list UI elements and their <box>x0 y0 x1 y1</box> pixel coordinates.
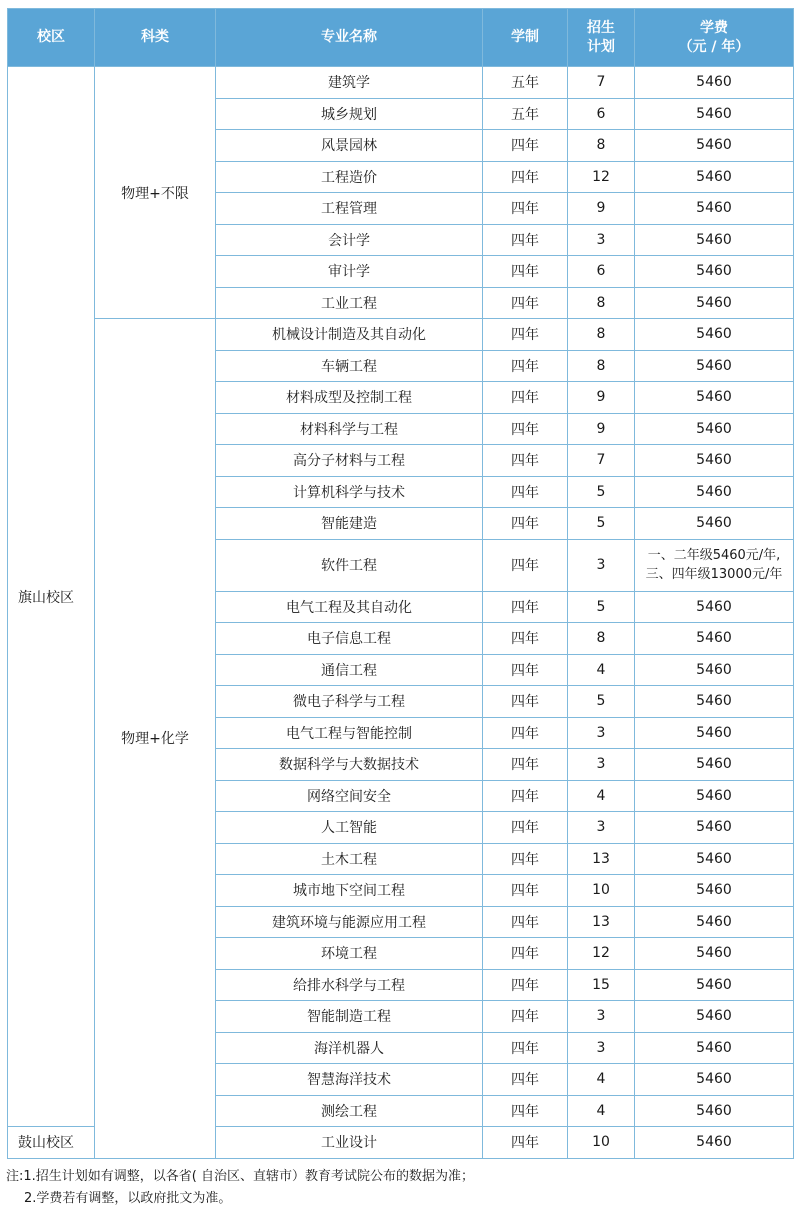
quota-cell: 6 <box>568 98 635 130</box>
fee-cell: 5460 <box>635 654 794 686</box>
major-cell: 给排水科学与工程 <box>216 969 483 1001</box>
major-cell: 材料科学与工程 <box>216 413 483 445</box>
major-cell: 智能建造 <box>216 508 483 540</box>
fee-cell: 5460 <box>635 98 794 130</box>
fee-cell: 5460 <box>635 1064 794 1096</box>
duration-cell: 四年 <box>483 969 568 1001</box>
duration-cell: 四年 <box>483 193 568 225</box>
duration-cell: 四年 <box>483 1095 568 1127</box>
duration-cell: 四年 <box>483 906 568 938</box>
major-cell: 城市地下空间工程 <box>216 875 483 907</box>
campus-cell: 旗山校区 <box>8 67 95 1127</box>
quota-cell: 4 <box>568 1095 635 1127</box>
duration-cell: 四年 <box>483 224 568 256</box>
duration-cell: 四年 <box>483 382 568 414</box>
major-cell: 审计学 <box>216 256 483 288</box>
major-cell: 高分子材料与工程 <box>216 445 483 477</box>
quota-cell: 7 <box>568 445 635 477</box>
fee-cell: 5460 <box>635 67 794 99</box>
duration-cell: 四年 <box>483 287 568 319</box>
duration-cell: 四年 <box>483 1001 568 1033</box>
quota-cell: 5 <box>568 476 635 508</box>
quota-cell: 9 <box>568 193 635 225</box>
category-cell: 物理+化学 <box>95 319 216 1159</box>
quota-cell: 8 <box>568 623 635 655</box>
major-cell: 建筑环境与能源应用工程 <box>216 906 483 938</box>
fee-cell: 5460 <box>635 1032 794 1064</box>
quota-cell: 4 <box>568 1064 635 1096</box>
duration-cell: 四年 <box>483 413 568 445</box>
major-cell: 软件工程 <box>216 539 483 591</box>
footnote <box>6 1166 474 1210</box>
major-cell: 计算机科学与技术 <box>216 476 483 508</box>
fee-cell: 5460 <box>635 1127 794 1159</box>
fee-cell: 5460 <box>635 161 794 193</box>
quota-cell: 5 <box>568 686 635 718</box>
major-cell: 会计学 <box>216 224 483 256</box>
duration-cell: 四年 <box>483 1032 568 1064</box>
category-cell: 物理+不限 <box>95 67 216 319</box>
quota-cell: 12 <box>568 161 635 193</box>
fee-cell: 5460 <box>635 382 794 414</box>
major-cell: 通信工程 <box>216 654 483 686</box>
quota-cell: 7 <box>568 67 635 99</box>
major-cell: 城乡规划 <box>216 98 483 130</box>
header-major: 专业名称 <box>216 9 483 67</box>
major-cell: 数据科学与大数据技术 <box>216 749 483 781</box>
major-cell: 工程管理 <box>216 193 483 225</box>
duration-cell: 四年 <box>483 256 568 288</box>
fee-cell: 5460 <box>635 350 794 382</box>
fee-cell: 5460 <box>635 843 794 875</box>
quota-cell: 3 <box>568 749 635 781</box>
major-cell: 网络空间安全 <box>216 780 483 812</box>
fee-cell: 5460 <box>635 256 794 288</box>
quota-cell: 3 <box>568 539 635 591</box>
quota-cell: 3 <box>568 812 635 844</box>
major-cell: 智慧海洋技术 <box>216 1064 483 1096</box>
major-cell: 电气工程与智能控制 <box>216 717 483 749</box>
major-cell: 工程造价 <box>216 161 483 193</box>
fee-cell: 5460 <box>635 623 794 655</box>
header-campus: 校区 <box>8 9 95 67</box>
duration-cell: 四年 <box>483 654 568 686</box>
major-cell: 工业工程 <box>216 287 483 319</box>
quota-cell: 4 <box>568 780 635 812</box>
duration-cell: 四年 <box>483 812 568 844</box>
fee-cell: 5460 <box>635 591 794 623</box>
header-fee: 学费 （元 / 年） <box>635 9 794 67</box>
header-quota: 招生 计划 <box>568 9 635 67</box>
fee-cell: 5460 <box>635 413 794 445</box>
fee-cell: 5460 <box>635 508 794 540</box>
fee-cell: 5460 <box>635 938 794 970</box>
table-header-row <box>8 9 794 67</box>
duration-cell: 五年 <box>483 98 568 130</box>
quota-cell: 8 <box>568 350 635 382</box>
footnote-line-2: 2.学费若有调整，以政府批文为准。 <box>24 1191 232 1206</box>
header-duration: 学制 <box>483 9 568 67</box>
fee-cell: 5460 <box>635 224 794 256</box>
table-row <box>8 67 794 99</box>
major-cell: 建筑学 <box>216 67 483 99</box>
fee-cell: 5460 <box>635 476 794 508</box>
quota-cell: 5 <box>568 591 635 623</box>
duration-cell: 四年 <box>483 1064 568 1096</box>
duration-cell: 四年 <box>483 539 568 591</box>
quota-cell: 8 <box>568 319 635 351</box>
quota-cell: 10 <box>568 1127 635 1159</box>
fee-cell: 5460 <box>635 287 794 319</box>
duration-cell: 四年 <box>483 686 568 718</box>
duration-cell: 四年 <box>483 623 568 655</box>
fee-cell: 一、二年级5460元/年, 三、四年级13000元/年 <box>635 539 794 591</box>
fee-cell: 5460 <box>635 193 794 225</box>
quota-cell: 13 <box>568 843 635 875</box>
major-cell: 智能制造工程 <box>216 1001 483 1033</box>
quota-cell: 12 <box>568 938 635 970</box>
header-category: 科类 <box>95 9 216 67</box>
quota-cell: 15 <box>568 969 635 1001</box>
major-cell: 测绘工程 <box>216 1095 483 1127</box>
duration-cell: 四年 <box>483 843 568 875</box>
fee-cell: 5460 <box>635 969 794 1001</box>
major-cell: 机械设计制造及其自动化 <box>216 319 483 351</box>
footnote-line-1: 注:1.招生计划如有调整，以各省( 自治区、直辖市）教育考试院公布的数据为准； <box>6 1169 474 1184</box>
duration-cell: 四年 <box>483 476 568 508</box>
major-cell: 风景园林 <box>216 130 483 162</box>
quota-cell: 9 <box>568 413 635 445</box>
duration-cell: 四年 <box>483 591 568 623</box>
major-cell: 电气工程及其自动化 <box>216 591 483 623</box>
admission-plan-table <box>7 8 794 1159</box>
fee-cell: 5460 <box>635 1095 794 1127</box>
quota-cell: 3 <box>568 1001 635 1033</box>
duration-cell: 四年 <box>483 938 568 970</box>
duration-cell: 四年 <box>483 749 568 781</box>
quota-cell: 4 <box>568 654 635 686</box>
quota-cell: 8 <box>568 130 635 162</box>
major-cell: 微电子科学与工程 <box>216 686 483 718</box>
duration-cell: 四年 <box>483 445 568 477</box>
quota-cell: 5 <box>568 508 635 540</box>
major-cell: 电子信息工程 <box>216 623 483 655</box>
major-cell: 海洋机器人 <box>216 1032 483 1064</box>
fee-cell: 5460 <box>635 686 794 718</box>
quota-cell: 3 <box>568 1032 635 1064</box>
major-cell: 环境工程 <box>216 938 483 970</box>
fee-cell: 5460 <box>635 717 794 749</box>
quota-cell: 13 <box>568 906 635 938</box>
fee-cell: 5460 <box>635 812 794 844</box>
table-row <box>8 319 794 351</box>
quota-cell: 3 <box>568 224 635 256</box>
fee-cell: 5460 <box>635 319 794 351</box>
duration-cell: 四年 <box>483 875 568 907</box>
fee-cell: 5460 <box>635 749 794 781</box>
major-cell: 土木工程 <box>216 843 483 875</box>
fee-cell: 5460 <box>635 780 794 812</box>
duration-cell: 四年 <box>483 350 568 382</box>
fee-cell: 5460 <box>635 875 794 907</box>
quota-cell: 6 <box>568 256 635 288</box>
major-cell: 车辆工程 <box>216 350 483 382</box>
duration-cell: 四年 <box>483 780 568 812</box>
duration-cell: 四年 <box>483 319 568 351</box>
duration-cell: 四年 <box>483 717 568 749</box>
quota-cell: 8 <box>568 287 635 319</box>
duration-cell: 四年 <box>483 1127 568 1159</box>
fee-cell: 5460 <box>635 1001 794 1033</box>
quota-cell: 9 <box>568 382 635 414</box>
major-cell: 材料成型及控制工程 <box>216 382 483 414</box>
major-cell: 工业设计 <box>216 1127 483 1159</box>
quota-cell: 3 <box>568 717 635 749</box>
fee-cell: 5460 <box>635 906 794 938</box>
fee-cell: 5460 <box>635 130 794 162</box>
duration-cell: 四年 <box>483 130 568 162</box>
campus-cell: 鼓山校区 <box>8 1127 95 1159</box>
duration-cell: 四年 <box>483 161 568 193</box>
quota-cell: 10 <box>568 875 635 907</box>
fee-cell: 5460 <box>635 445 794 477</box>
duration-cell: 四年 <box>483 508 568 540</box>
duration-cell: 五年 <box>483 67 568 99</box>
major-cell: 人工智能 <box>216 812 483 844</box>
